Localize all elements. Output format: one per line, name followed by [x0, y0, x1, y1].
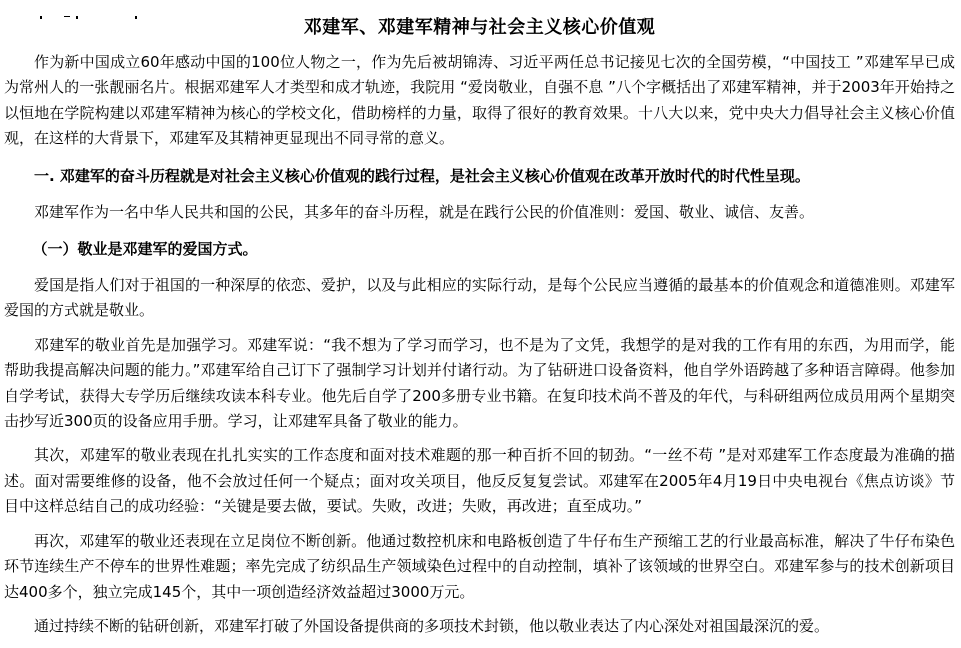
subsection-heading-dedication: （一）敬业是邓建军的爱国方式。 — [32, 240, 258, 259]
section-heading-one: 一. 邓建军的奋斗历程就是对社会主义核心价值观的践行过程，是社会主义核心价值观在改革开放时代的时代性呈现。 — [34, 166, 810, 185]
document-title: 邓建军、邓建军精神与社会主义核心价值观 — [303, 17, 656, 38]
paragraph-work-attitude: 其次，邓建军的敬业表现在扎扎实实的工作态度和面对技术难题的那一种百折不回的韧劲。“一丝不苟 ”是对邓建军工作态度最为准确的描述。面对需要维修的设备，他不会放过任何一个疑点；面对攻关项目，他反反复复尝试。邓建军在2005年4月19日中央电视台《焦点访谈》节目中这样总结自己的成功经验：“关键是要去做，要试。失败，改进；失败，再改进；直至成功。” — [4, 446, 955, 516]
document-page — [0, 16, 961, 648]
clipped-line-fragment — [0, 16, 200, 20]
paragraph-innovation: 再次，邓建军的敬业还表现在立足岗位不断创新。他通过数控机床和电路板创造了牛仔布生产预缩工艺的行业最高标准，解决了牛仔布染色环节连续生产不停车的世界性难题；率先完成了纺织品生产领域染色过程中的自动控制，填补了该领域的世界空白。邓建军参与的技术创新项目达400多个，独立完成145个，其中一项创造经济效益超过3000万元。 — [4, 531, 955, 601]
paragraph-patriotism-definition: 爱国是指人们对于祖国的一种深厚的依恋、爱护，以及与此相应的实际行动，是每个公民应当遵循的最基本的价值观念和道德准则。邓建军爱国的方式就是敬业。 — [4, 276, 955, 320]
paragraph-conclusion: 通过持续不断的钻研创新，邓建军打破了外国设备提供商的多项技术封锁，他以敬业表达了内心深处对祖国最深沉的爱。 — [34, 616, 830, 635]
paragraph-citizen-values: 邓建军作为一名中华人民共和国的公民，其多年的奋斗历程，就是在践行公民的价值准则：爱国、敬业、诚信、友善。 — [34, 202, 815, 221]
paragraph-intro: 作为新中国成立60年感动中国的100位人物之一，作为先后被胡锦涛、习近平两任总书记接见七次的全国劳模，“中国技工 ”邓建军早已成为常州人的一张靓丽名片。根据邓建军人才类型和成才轨迹，我院用 “爱岗敬业，自强不息 ”八个字概括出了邓建军精神，并于2003年开始持之以恒地在学院构建以邓建军精神为核心的学校文化，借助榜样的力量，取得了很好的教育效果。十八大以来，党中央大力倡导社会主义核心价值观，在这样的大背景下，邓建军及其精神更显现出不同寻常的意义。 — [4, 53, 955, 148]
paragraph-study: 邓建军的敬业首先是加强学习。邓建军说：“我不想为了学习而学习，也不是为了文凭，我想学的是对我的工作有用的东西，为用而学，能帮助我提高解决问题的能力。”邓建军给自己订下了强制学习计划并付诸行动。为了钻研进口设备资料，他自学外语跨越了多种语言障碍。他参加自学考试，获得大专学历后继续攻读本科专业。他先后自学了200多册专业书籍。在复印技术尚不普及的年代，与科研组两位成员用两个星期突击抄写近300页的设备应用手册。学习，让邓建军具备了敬业的能力。 — [4, 335, 955, 431]
